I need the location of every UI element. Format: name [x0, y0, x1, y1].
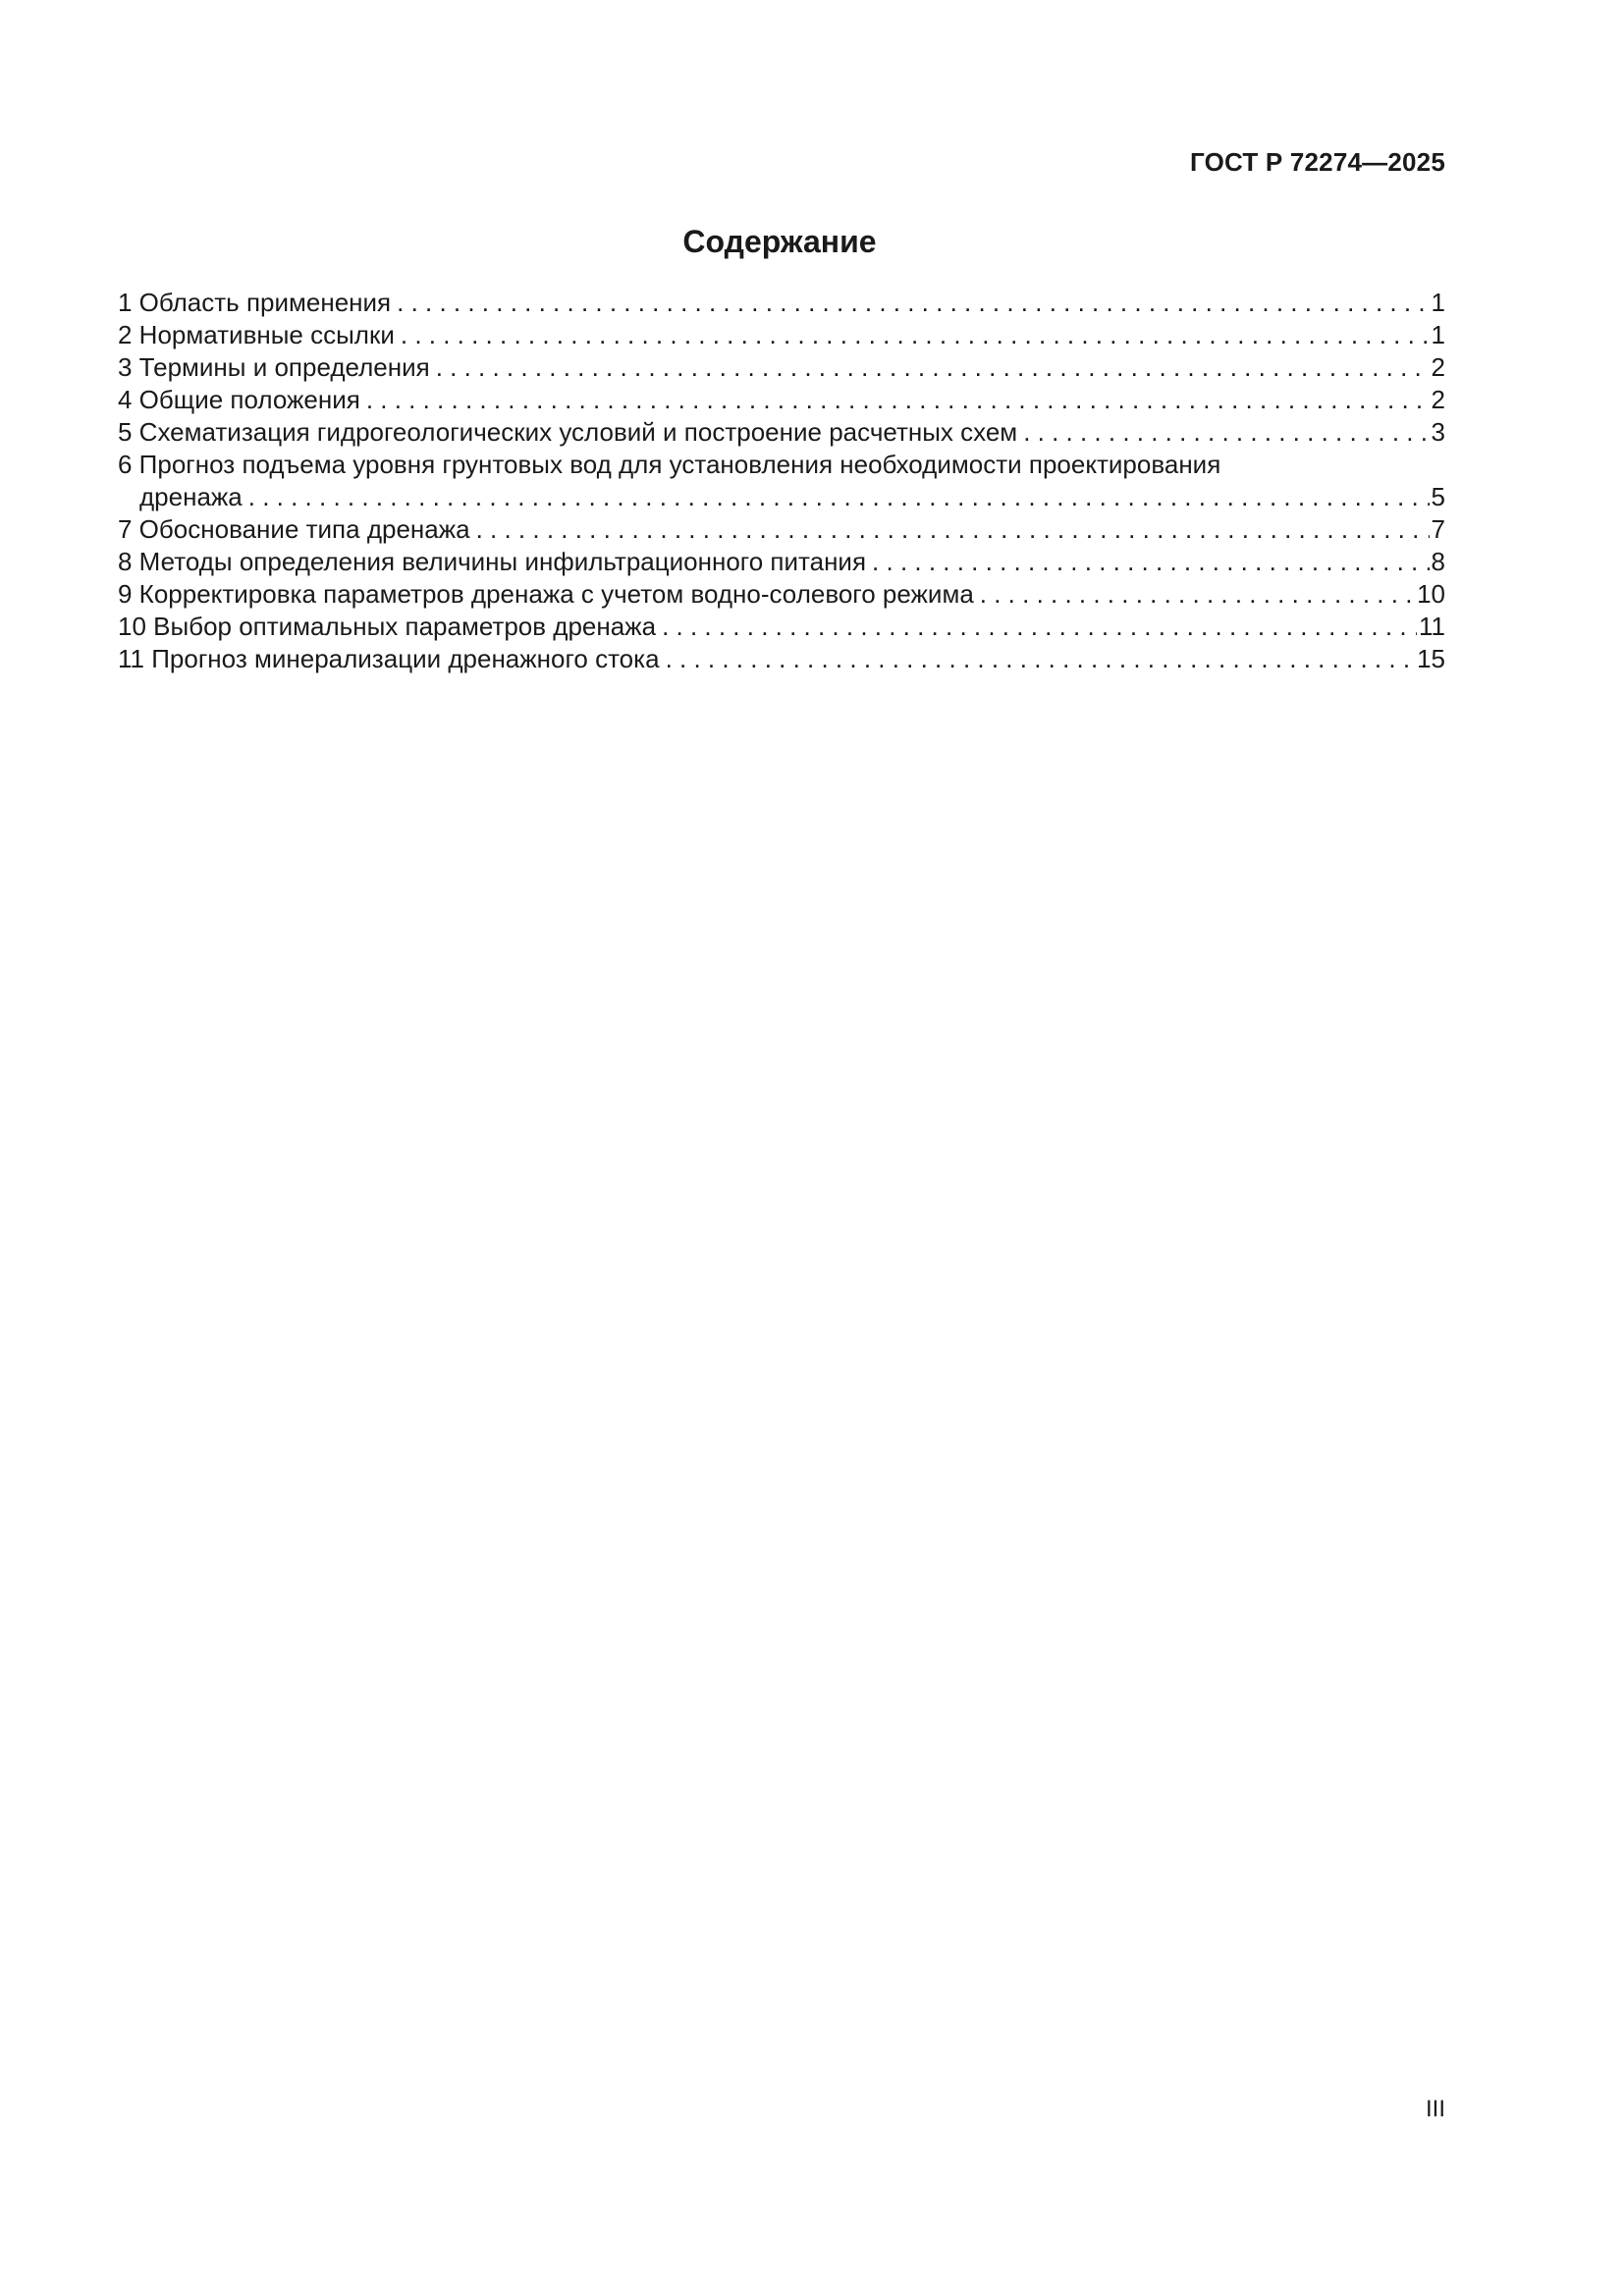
toc-entry-text: 9 Корректировка параметров дренажа с учетом водно-солевого режима — [118, 579, 974, 609]
toc-dot-leader — [366, 384, 1430, 416]
toc-title: Содержание — [682, 224, 877, 259]
document-number: ГОСТ Р 72274—2025 — [1190, 147, 1445, 177]
toc-entry-page: 15 — [1417, 644, 1445, 673]
toc-entry-page: 10 — [1417, 579, 1445, 609]
toc-entry-text: 11 Прогноз минерализации дренажного стока — [118, 644, 660, 673]
page-number: III — [1425, 2096, 1445, 2122]
toc-entry-6[interactable] — [118, 449, 1445, 513]
toc-entry-page: 11 — [1419, 612, 1445, 641]
toc-dot-leader — [666, 643, 1416, 675]
toc-entry-page: 2 — [1431, 352, 1445, 382]
toc-entry-2[interactable] — [118, 319, 1445, 351]
toc-dot-leader — [397, 287, 1429, 319]
toc-entry-text: 3 Термины и определения — [118, 352, 430, 382]
toc-dot-leader — [436, 351, 1430, 384]
toc-dot-leader — [476, 513, 1430, 546]
toc-entry-text: 8 Методы определения величины инфильтрационного питания — [118, 547, 867, 576]
toc-entry-page: 1 — [1431, 320, 1445, 349]
toc-dot-leader — [872, 546, 1429, 578]
toc-entry-text: 7 Обоснование типа дренажа — [118, 514, 470, 544]
toc-entry-5[interactable] — [118, 416, 1445, 449]
toc-entry-page: 8 — [1431, 547, 1445, 576]
toc-entry-text: 10 Выбор оптимальных параметров дренажа — [118, 612, 657, 641]
toc-entry-text: 5 Схематизация гидрогеологических условий и построение расчетных схем — [118, 417, 1018, 447]
toc-entry-text: 2 Нормативные ссылки — [118, 320, 395, 349]
toc-entry-page: 5 — [1431, 482, 1445, 511]
toc-entry-8[interactable] — [118, 546, 1445, 578]
toc-entry-10[interactable] — [118, 611, 1445, 643]
toc-dot-leader — [662, 611, 1417, 643]
toc-entry-11[interactable] — [118, 643, 1445, 675]
toc-entry-3[interactable] — [118, 351, 1445, 384]
toc-dot-leader — [401, 319, 1430, 351]
toc-entry-text: 6 Прогноз подъема уровня грунтовых вод для установления необходимости проектирования — [118, 450, 1221, 479]
toc-entry-page: 7 — [1431, 514, 1445, 544]
toc-entry-1[interactable] — [118, 287, 1445, 319]
toc-entry-continuation: дренажа — [139, 482, 243, 511]
toc-entry-page: 1 — [1431, 288, 1445, 317]
toc-entry-text: 1 Область применения — [118, 288, 392, 317]
toc-entry-7[interactable] — [118, 513, 1445, 546]
toc-entry-page: 2 — [1431, 385, 1445, 414]
table-of-contents — [118, 287, 1445, 675]
toc-entry-4[interactable] — [118, 384, 1445, 416]
toc-entry-page: 3 — [1431, 417, 1445, 447]
toc-dot-leader — [980, 578, 1415, 611]
toc-dot-leader — [248, 481, 1430, 513]
toc-dot-leader — [1023, 416, 1429, 449]
toc-entry-text: 4 Общие положения — [118, 385, 360, 414]
toc-entry-9[interactable] — [118, 578, 1445, 611]
